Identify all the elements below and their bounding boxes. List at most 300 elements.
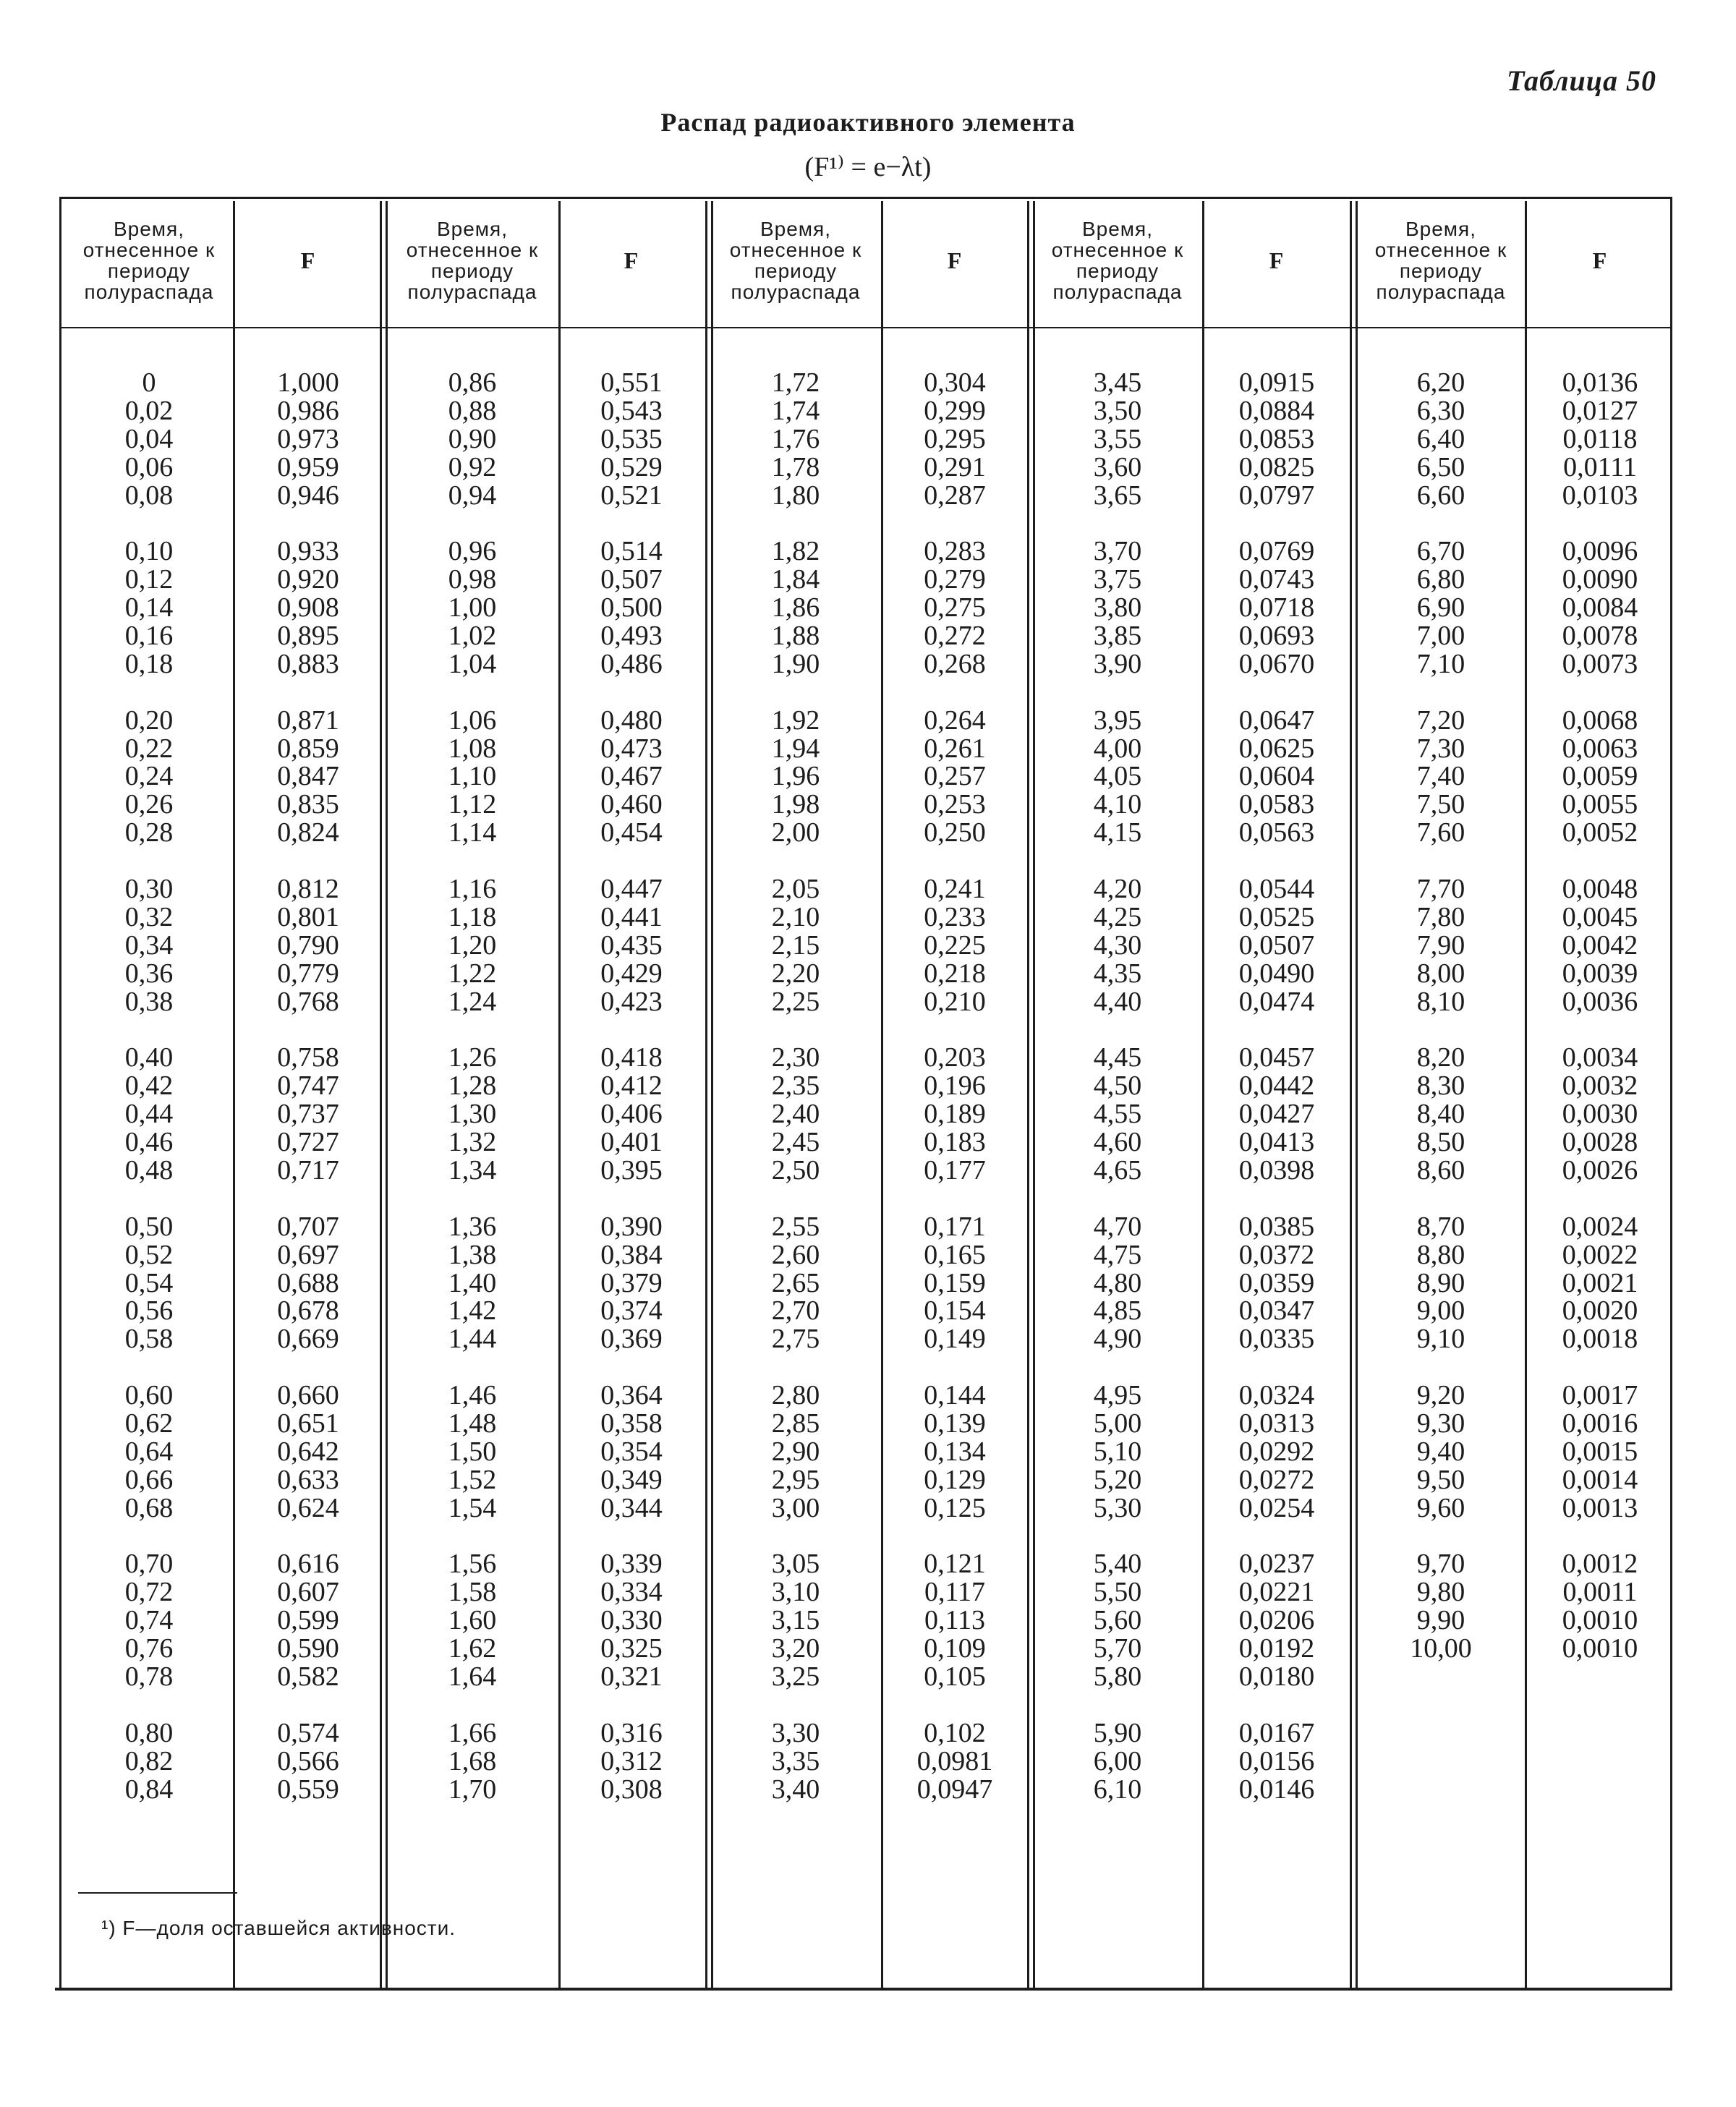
time-cell: 7,10 <box>1416 648 1465 679</box>
header-f-4: F <box>1269 247 1285 273</box>
f-cell: 0,0090 <box>1562 564 1638 595</box>
f-cell: 0,460 <box>600 789 663 820</box>
time-cell: 9,80 <box>1416 1577 1465 1608</box>
header-f-3: F <box>947 247 963 273</box>
f-cell: 0,109 <box>924 1633 986 1664</box>
header-time-1: Время, отнесенное к периоду полураспада <box>82 218 216 303</box>
f-cell: 0,0063 <box>1562 733 1638 764</box>
time-cell: 6,50 <box>1416 451 1465 482</box>
f-cell: 0,0206 <box>1238 1605 1315 1636</box>
f-cell: 0,582 <box>277 1661 339 1692</box>
time-cell: 0 <box>142 367 156 398</box>
f-cell: 0,0254 <box>1238 1492 1315 1523</box>
f-cell: 0,325 <box>600 1633 663 1664</box>
f-cell: 0,0743 <box>1238 564 1315 595</box>
f-cell: 0,0335 <box>1238 1324 1315 1355</box>
time-cell: 1,30 <box>448 1099 497 1130</box>
f-cell: 0,0457 <box>1238 1042 1315 1073</box>
table-left-border <box>59 197 61 1991</box>
f-cell: 0,514 <box>600 536 663 567</box>
time-cell: 9,10 <box>1416 1324 1465 1355</box>
f-cell: 0,369 <box>600 1324 663 1355</box>
time-cell: 1,76 <box>771 423 820 454</box>
row-group-spacer <box>386 1523 559 1551</box>
column-f-5 <box>1528 369 1672 1663</box>
time-cell: 0,66 <box>124 1464 174 1495</box>
time-cell: 1,20 <box>448 929 497 961</box>
time-cell: 0,16 <box>124 621 174 652</box>
f-cell: 0,374 <box>600 1295 663 1327</box>
f-cell: 0,0583 <box>1238 789 1315 820</box>
header-f-1: F <box>300 247 316 273</box>
f-cell: 0,0167 <box>1238 1717 1315 1748</box>
time-cell: 1,90 <box>771 648 820 679</box>
time-cell: 2,25 <box>771 986 820 1017</box>
time-cell: 1,18 <box>448 901 497 932</box>
f-cell: 0,895 <box>277 621 339 652</box>
f-cell: 0,0010 <box>1562 1633 1638 1664</box>
f-cell: 0,241 <box>924 874 986 905</box>
time-cell: 5,90 <box>1093 1717 1142 1748</box>
time-cell: 1,94 <box>771 733 820 764</box>
time-cell: 1,74 <box>771 395 820 426</box>
f-cell: 0,139 <box>924 1408 986 1439</box>
f-cell: 0,384 <box>600 1239 663 1270</box>
time-cell: 0,38 <box>124 986 174 1017</box>
row-group-spacer <box>62 1016 236 1044</box>
time-cell: 0,26 <box>124 789 174 820</box>
f-cell: 0,779 <box>277 958 339 989</box>
row-group-spacer <box>559 678 704 707</box>
time-cell: 2,50 <box>771 1154 820 1186</box>
time-cell: 9,70 <box>1416 1549 1465 1580</box>
f-cell: 0,0026 <box>1562 1154 1638 1186</box>
f-cell: 0,633 <box>277 1464 339 1495</box>
f-cell: 0,0059 <box>1562 761 1638 792</box>
f-cell: 0,624 <box>277 1492 339 1523</box>
f-cell: 0,0825 <box>1238 451 1315 482</box>
time-cell: 7,30 <box>1416 733 1465 764</box>
f-cell: 0,125 <box>924 1492 986 1523</box>
time-cell: 2,65 <box>771 1267 820 1298</box>
time-cell: 0,36 <box>124 958 174 989</box>
row-group-spacer <box>882 1523 1027 1551</box>
time-cell: 2,00 <box>771 817 820 848</box>
row-group-spacer <box>1031 678 1204 707</box>
time-cell: 4,95 <box>1093 1380 1142 1411</box>
f-cell: 0,0136 <box>1562 367 1638 398</box>
row-group-spacer <box>882 1185 1027 1213</box>
f-cell: 0,134 <box>924 1436 986 1467</box>
f-cell: 0,0052 <box>1562 817 1638 848</box>
f-cell: 0,264 <box>924 705 986 736</box>
row-group-spacer <box>1031 1353 1204 1382</box>
time-cell: 0,58 <box>124 1324 174 1355</box>
time-cell: 6,80 <box>1416 564 1465 595</box>
f-cell: 0,0068 <box>1562 705 1638 736</box>
row-group-spacer <box>386 509 559 537</box>
time-cell: 1,84 <box>771 564 820 595</box>
time-cell: 3,50 <box>1093 395 1142 426</box>
f-cell: 0,973 <box>277 423 339 454</box>
row-group-spacer <box>1204 678 1349 707</box>
f-cell: 0,0192 <box>1238 1633 1315 1664</box>
f-cell: 0,0016 <box>1562 1408 1638 1439</box>
row-group-spacer <box>236 1523 380 1551</box>
time-cell: 6,30 <box>1416 395 1465 426</box>
row-group-spacer <box>1204 1185 1349 1213</box>
time-cell: 2,75 <box>771 1324 820 1355</box>
row-group-spacer <box>1528 1185 1672 1213</box>
f-cell: 0,0563 <box>1238 817 1315 848</box>
time-cell: 0,14 <box>124 592 174 623</box>
f-cell: 0,0347 <box>1238 1295 1315 1327</box>
time-cell: 8,70 <box>1416 1211 1465 1242</box>
time-cell: 9,90 <box>1416 1605 1465 1636</box>
row-group-spacer <box>1528 1353 1672 1382</box>
time-cell: 4,60 <box>1093 1127 1142 1158</box>
f-cell: 0,275 <box>924 592 986 623</box>
time-cell: 0,70 <box>124 1549 174 1580</box>
time-cell: 0,48 <box>124 1154 174 1186</box>
row-group-spacer <box>1354 1016 1528 1044</box>
column-time-5 <box>1354 369 1528 1663</box>
time-cell: 4,45 <box>1093 1042 1142 1073</box>
f-cell: 0,159 <box>924 1267 986 1298</box>
f-cell: 0,0084 <box>1562 592 1638 623</box>
time-cell: 3,60 <box>1093 451 1142 482</box>
time-cell: 1,68 <box>448 1745 497 1776</box>
time-cell: 0,50 <box>124 1211 174 1242</box>
column-time-4 <box>1031 369 1204 1803</box>
row-group-spacer <box>1528 847 1672 875</box>
time-cell: 1,34 <box>448 1154 497 1186</box>
f-cell: 0,0073 <box>1562 648 1638 679</box>
time-cell: 1,48 <box>448 1408 497 1439</box>
f-cell: 0,0096 <box>1562 536 1638 567</box>
time-cell: 2,60 <box>771 1239 820 1270</box>
f-cell: 0,253 <box>924 789 986 820</box>
time-cell: 2,20 <box>771 958 820 989</box>
f-cell: 0,859 <box>277 733 339 764</box>
f-cell: 0,272 <box>924 621 986 652</box>
time-cell: 6,20 <box>1416 367 1465 398</box>
f-cell: 0,0011 <box>1562 1577 1638 1608</box>
row-group-spacer <box>386 1353 559 1382</box>
row-group-spacer <box>1031 509 1204 537</box>
header-time-2: Время, отнесенное к периоду полураспада <box>406 218 539 303</box>
row-group-spacer <box>62 1523 236 1551</box>
time-cell: 3,85 <box>1093 621 1142 652</box>
time-cell: 5,20 <box>1093 1464 1142 1495</box>
f-cell: 0,688 <box>277 1267 339 1298</box>
f-cell: 0,0013 <box>1562 1492 1638 1523</box>
time-cell: 2,15 <box>771 929 820 961</box>
f-cell: 0,0048 <box>1562 874 1638 905</box>
time-cell: 2,70 <box>771 1295 820 1327</box>
f-cell: 0,0981 <box>916 1745 993 1776</box>
column-f-2 <box>559 369 704 1803</box>
f-cell: 0,435 <box>600 929 663 961</box>
time-cell: 3,75 <box>1093 564 1142 595</box>
f-cell: 0,0442 <box>1238 1070 1315 1102</box>
f-cell: 0,0544 <box>1238 874 1315 905</box>
f-cell: 0,0797 <box>1238 480 1315 511</box>
f-cell: 0,599 <box>277 1605 339 1636</box>
time-cell: 5,50 <box>1093 1577 1142 1608</box>
f-cell: 0,113 <box>924 1605 986 1636</box>
time-cell: 3,05 <box>771 1549 820 1580</box>
f-cell: 0,144 <box>924 1380 986 1411</box>
time-cell: 9,60 <box>1416 1492 1465 1523</box>
time-cell: 1,44 <box>448 1324 497 1355</box>
row-group-spacer <box>386 1016 559 1044</box>
time-cell: 7,50 <box>1416 789 1465 820</box>
f-cell: 0,291 <box>924 451 986 482</box>
time-cell: 2,05 <box>771 874 820 905</box>
time-cell: 1,50 <box>448 1436 497 1467</box>
f-cell: 0,418 <box>600 1042 663 1073</box>
time-cell: 1,54 <box>448 1492 497 1523</box>
time-cell: 6,90 <box>1416 592 1465 623</box>
f-cell: 0,0180 <box>1238 1661 1315 1692</box>
f-cell: 0,454 <box>600 817 663 848</box>
row-group-spacer <box>1354 847 1528 875</box>
time-cell: 5,10 <box>1093 1436 1142 1467</box>
f-cell: 0,486 <box>600 648 663 679</box>
f-cell: 0,521 <box>600 480 663 511</box>
f-cell: 0,0036 <box>1562 986 1638 1017</box>
f-cell: 0,210 <box>924 986 986 1017</box>
f-cell: 0,480 <box>600 705 663 736</box>
f-cell: 0,0427 <box>1238 1099 1315 1130</box>
f-cell: 0,121 <box>924 1549 986 1580</box>
time-cell: 0,40 <box>124 1042 174 1073</box>
time-cell: 3,35 <box>771 1745 820 1776</box>
time-cell: 3,30 <box>771 1717 820 1748</box>
row-group-spacer <box>559 509 704 537</box>
time-cell: 5,80 <box>1093 1661 1142 1692</box>
f-cell: 0,0604 <box>1238 761 1315 792</box>
f-cell: 0,0111 <box>1563 451 1637 482</box>
f-cell: 0,412 <box>600 1070 663 1102</box>
f-cell: 0,0647 <box>1238 705 1315 736</box>
f-cell: 0,0221 <box>1238 1577 1315 1608</box>
f-cell: 0,189 <box>924 1099 986 1130</box>
f-cell: 0,535 <box>600 423 663 454</box>
time-cell: 3,20 <box>771 1633 820 1664</box>
f-cell: 0,0024 <box>1562 1211 1638 1242</box>
time-cell: 0,84 <box>124 1774 174 1805</box>
time-cell: 1,06 <box>448 705 497 736</box>
row-group-spacer <box>1528 678 1672 707</box>
f-cell: 0,737 <box>277 1099 339 1130</box>
row-group-spacer <box>1354 1185 1528 1213</box>
f-cell: 0,574 <box>277 1717 339 1748</box>
time-cell: 0,20 <box>124 705 174 736</box>
footnote-rule <box>78 1892 237 1894</box>
row-group-spacer <box>1204 1353 1349 1382</box>
time-cell: 4,55 <box>1093 1099 1142 1130</box>
f-cell: 0,283 <box>924 536 986 567</box>
time-cell: 5,60 <box>1093 1605 1142 1636</box>
f-cell: 0,349 <box>600 1464 663 1495</box>
f-cell: 0,177 <box>924 1154 986 1186</box>
time-cell: 10,00 <box>1410 1633 1472 1664</box>
time-cell: 1,22 <box>448 958 497 989</box>
time-cell: 0,80 <box>124 1717 174 1748</box>
time-cell: 0,92 <box>448 451 497 482</box>
f-cell: 0,295 <box>924 423 986 454</box>
time-cell: 2,95 <box>771 1464 820 1495</box>
f-cell: 0,0947 <box>916 1774 993 1805</box>
time-cell: 0,60 <box>124 1380 174 1411</box>
row-group-spacer <box>1031 847 1204 875</box>
time-cell: 3,70 <box>1093 536 1142 567</box>
f-cell: 0,358 <box>600 1408 663 1439</box>
time-cell: 4,40 <box>1093 986 1142 1017</box>
time-cell: 0,68 <box>124 1492 174 1523</box>
f-cell: 0,183 <box>924 1127 986 1158</box>
time-cell: 3,40 <box>771 1774 820 1805</box>
time-cell: 1,78 <box>771 451 820 482</box>
time-cell: 0,06 <box>124 451 174 482</box>
time-cell: 0,32 <box>124 901 174 932</box>
time-cell: 2,85 <box>771 1408 820 1439</box>
time-cell: 0,94 <box>448 480 497 511</box>
time-cell: 3,00 <box>771 1492 820 1523</box>
row-group-spacer <box>236 678 380 707</box>
f-cell: 0,165 <box>924 1239 986 1270</box>
time-cell: 4,90 <box>1093 1324 1142 1355</box>
f-cell: 0,395 <box>600 1154 663 1186</box>
time-cell: 1,38 <box>448 1239 497 1270</box>
time-cell: 4,35 <box>1093 958 1142 989</box>
f-cell: 0,0490 <box>1238 958 1315 989</box>
f-cell: 0,268 <box>924 648 986 679</box>
time-cell: 0,34 <box>124 929 174 961</box>
column-divider <box>705 201 707 1988</box>
f-cell: 0,0884 <box>1238 395 1315 426</box>
time-cell: 2,40 <box>771 1099 820 1130</box>
row-group-spacer <box>1528 509 1672 537</box>
f-cell: 0,299 <box>924 395 986 426</box>
row-group-spacer <box>236 1353 380 1382</box>
time-cell: 1,10 <box>448 761 497 792</box>
f-cell: 0,447 <box>600 874 663 905</box>
f-cell: 0,507 <box>600 564 663 595</box>
row-group-spacer <box>1204 1691 1349 1719</box>
time-cell: 1,66 <box>448 1717 497 1748</box>
row-group-spacer <box>1031 1185 1204 1213</box>
f-cell: 0,308 <box>600 1774 663 1805</box>
f-cell: 0,0045 <box>1562 901 1638 932</box>
f-cell: 0,312 <box>600 1745 663 1776</box>
time-cell: 1,00 <box>448 592 497 623</box>
f-cell: 0,257 <box>924 761 986 792</box>
f-cell: 0,261 <box>924 733 986 764</box>
row-group-spacer <box>62 1353 236 1382</box>
f-cell: 0,707 <box>277 1211 339 1242</box>
f-cell: 0,129 <box>924 1464 986 1495</box>
row-group-spacer <box>1354 678 1528 707</box>
f-cell: 0,0413 <box>1238 1127 1315 1158</box>
time-cell: 9,00 <box>1416 1295 1465 1327</box>
time-cell: 0,72 <box>124 1577 174 1608</box>
f-cell: 0,354 <box>600 1436 663 1467</box>
time-cell: 1,72 <box>771 367 820 398</box>
time-cell: 8,50 <box>1416 1127 1465 1158</box>
column-time-3 <box>709 369 882 1803</box>
time-cell: 1,56 <box>448 1549 497 1580</box>
f-cell: 0,203 <box>924 1042 986 1073</box>
f-cell: 0,0670 <box>1238 648 1315 679</box>
row-group-spacer <box>386 847 559 875</box>
time-cell: 4,05 <box>1093 761 1142 792</box>
time-cell: 1,02 <box>448 621 497 652</box>
time-cell: 3,10 <box>771 1577 820 1608</box>
time-cell: 4,85 <box>1093 1295 1142 1327</box>
f-cell: 0,758 <box>277 1042 339 1073</box>
row-group-spacer <box>1354 1353 1528 1382</box>
f-cell: 0,149 <box>924 1324 986 1355</box>
f-cell: 0,883 <box>277 648 339 679</box>
row-group-spacer <box>559 1185 704 1213</box>
time-cell: 4,75 <box>1093 1239 1142 1270</box>
time-cell: 1,36 <box>448 1211 497 1242</box>
time-cell: 8,30 <box>1416 1070 1465 1102</box>
f-cell: 0,406 <box>600 1099 663 1130</box>
row-group-spacer <box>62 678 236 707</box>
row-group-spacer <box>236 1185 380 1213</box>
time-cell: 0,78 <box>124 1661 174 1692</box>
column-f-1 <box>236 369 380 1803</box>
time-cell: 7,20 <box>1416 705 1465 736</box>
f-cell: 0,0118 <box>1562 423 1638 454</box>
f-cell: 0,0010 <box>1562 1605 1638 1636</box>
time-cell: 1,42 <box>448 1295 497 1327</box>
time-cell: 0,74 <box>124 1605 174 1636</box>
time-cell: 8,80 <box>1416 1239 1465 1270</box>
row-group-spacer <box>709 847 882 875</box>
f-cell: 0,0915 <box>1238 367 1315 398</box>
row-group-spacer <box>1031 1691 1204 1719</box>
f-cell: 0,0103 <box>1562 480 1638 511</box>
f-cell: 0,233 <box>924 901 986 932</box>
f-cell: 0,651 <box>277 1408 339 1439</box>
time-cell: 8,60 <box>1416 1154 1465 1186</box>
f-cell: 0,316 <box>600 1717 663 1748</box>
time-cell: 0,24 <box>124 761 174 792</box>
f-cell: 0,607 <box>277 1577 339 1608</box>
f-cell: 0,959 <box>277 451 339 482</box>
f-cell: 0,0525 <box>1238 901 1315 932</box>
time-cell: 6,70 <box>1416 536 1465 567</box>
f-cell: 0,0372 <box>1238 1239 1315 1270</box>
row-group-spacer <box>709 1523 882 1551</box>
time-cell: 8,90 <box>1416 1267 1465 1298</box>
time-cell: 8,20 <box>1416 1042 1465 1073</box>
time-cell: 0,62 <box>124 1408 174 1439</box>
time-cell: 1,96 <box>771 761 820 792</box>
time-cell: 2,10 <box>771 901 820 932</box>
time-cell: 3,45 <box>1093 367 1142 398</box>
f-cell: 0,0237 <box>1238 1549 1315 1580</box>
time-cell: 0,76 <box>124 1633 174 1664</box>
time-cell: 4,80 <box>1093 1267 1142 1298</box>
f-cell: 0,0324 <box>1238 1380 1315 1411</box>
f-cell: 0,543 <box>600 395 663 426</box>
